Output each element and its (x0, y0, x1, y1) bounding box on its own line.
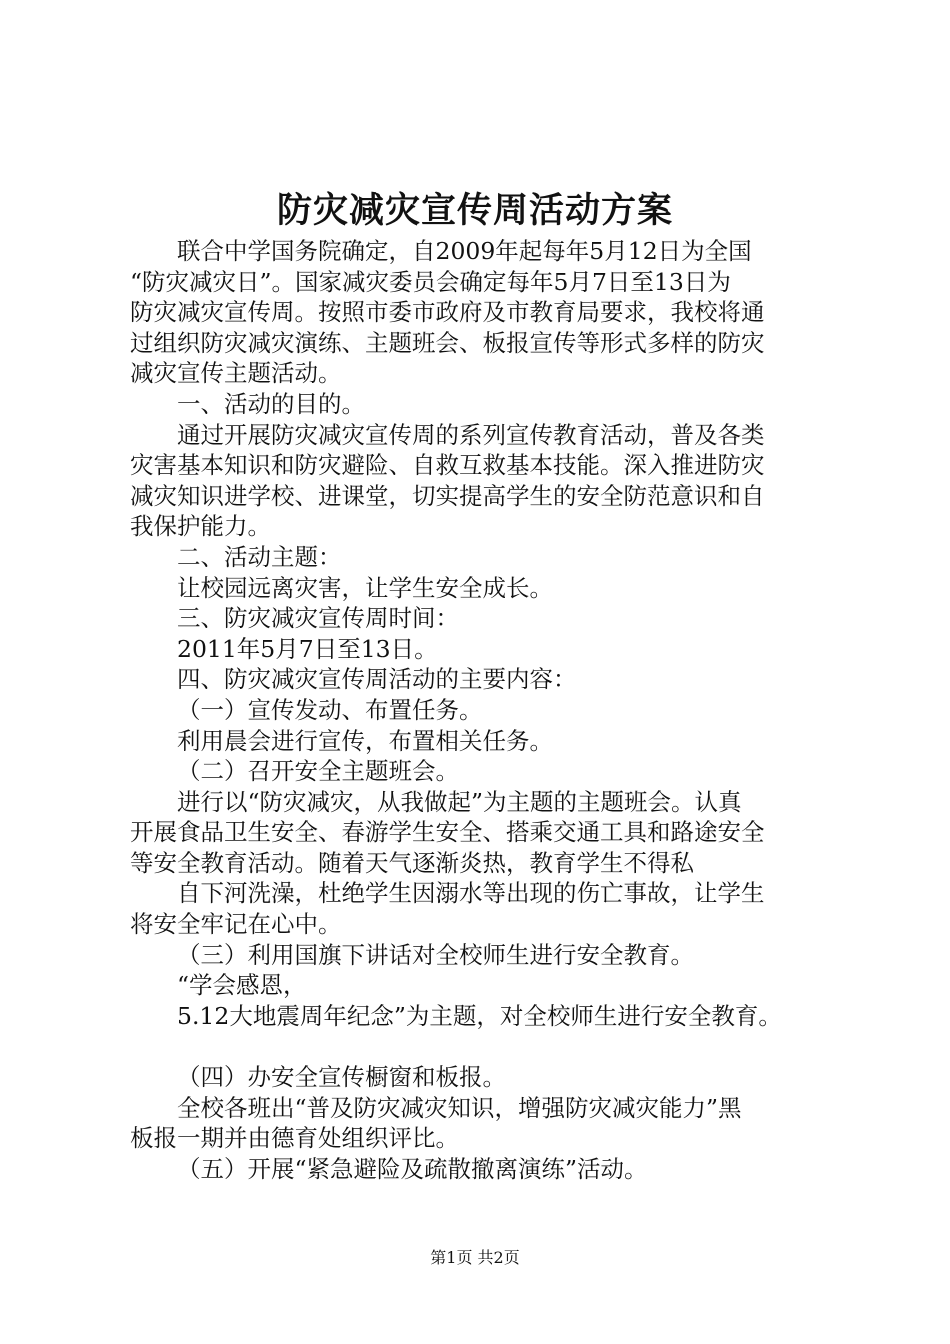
body-line: 联合中学国务院确定，自2009年起每年5月12日为全国 (177, 237, 752, 265)
document-title: 防灾减灾宣传周活动方案 (276, 190, 673, 231)
section-heading: 四、防灾减灾宣传周活动的主要内容： (177, 665, 577, 694)
body-line: 灾害基本知识和防灾避险、自救互救基本技能。深入推进防灾 (130, 451, 765, 480)
blank-line (130, 1031, 830, 1062)
body-line: 板报一期并由德育处组织评比。 (130, 1124, 459, 1153)
body-line: 自下河洗澡，杜绝学生因溺水等出现的伤亡事故，让学生 (177, 879, 765, 908)
subsection-heading: （二）召开安全主题班会。 (177, 757, 459, 786)
body-line: 利用晨会进行宣传，布置相关任务。 (177, 726, 553, 755)
page-footer: 第1页 共2页 (430, 1248, 520, 1267)
section-heading: 三、防灾减灾宣传周时间： (177, 604, 459, 633)
body-line: 全校各班出“普及防灾减灾知识，增强防灾减灾能力”黑 (177, 1093, 742, 1122)
body-line: “防灾减灾日”。国家减灾委员会确定每年5月7日至13日为 (130, 267, 731, 296)
body-line: 将安全牢记在心中。 (130, 910, 342, 939)
body-line: 防灾减灾宣传周。按照市委市政府及市教育局要求，我校将通 (130, 298, 765, 327)
body-line: 进行以“防灾减灾，从我做起”为主题的主题班会。认真 (177, 787, 742, 816)
subsection-heading: （三）利用国旗下讲话对全校师生进行安全教育。 (177, 940, 694, 969)
section-heading: 二、活动主题： (177, 542, 342, 571)
subsection-heading: （四）办安全宣传橱窗和板报。 (177, 1063, 506, 1092)
body-line: 我保护能力。 (130, 512, 271, 541)
body-line: 通过开展防灾减灾宣传周的系列宣传教育活动，普及各类 (177, 420, 765, 449)
body-line: 减灾宣传主题活动。 (130, 359, 342, 388)
document-body (130, 236, 830, 1184)
body-line: 2011年5月7日至13日。 (177, 634, 438, 663)
body-line: 等安全教育活动。随着天气逐渐炎热，教育学生不得私 (130, 848, 694, 877)
body-line: 开展食品卫生安全、春游学生安全、搭乘交通工具和路途安全 (130, 818, 765, 847)
body-line: 让校园远离灾害，让学生安全成长。 (177, 573, 553, 602)
subsection-heading: （五）开展“紧急避险及疏散撤离演练”活动。 (177, 1154, 648, 1183)
body-line: 减灾知识进学校、进课堂，切实提高学生的安全防范意识和自 (130, 481, 765, 510)
body-line: “学会感恩， (177, 971, 307, 1000)
subsection-heading: （一）宣传发动、布置任务。 (177, 695, 483, 724)
section-heading: 一、活动的目的。 (177, 389, 365, 418)
body-line: 过组织防灾减灾演练、主题班会、板报宣传等形式多样的防灾 (130, 328, 765, 357)
body-line: 5.12大地震周年纪念”为主题，对全校师生进行安全教育。 (177, 1001, 782, 1030)
